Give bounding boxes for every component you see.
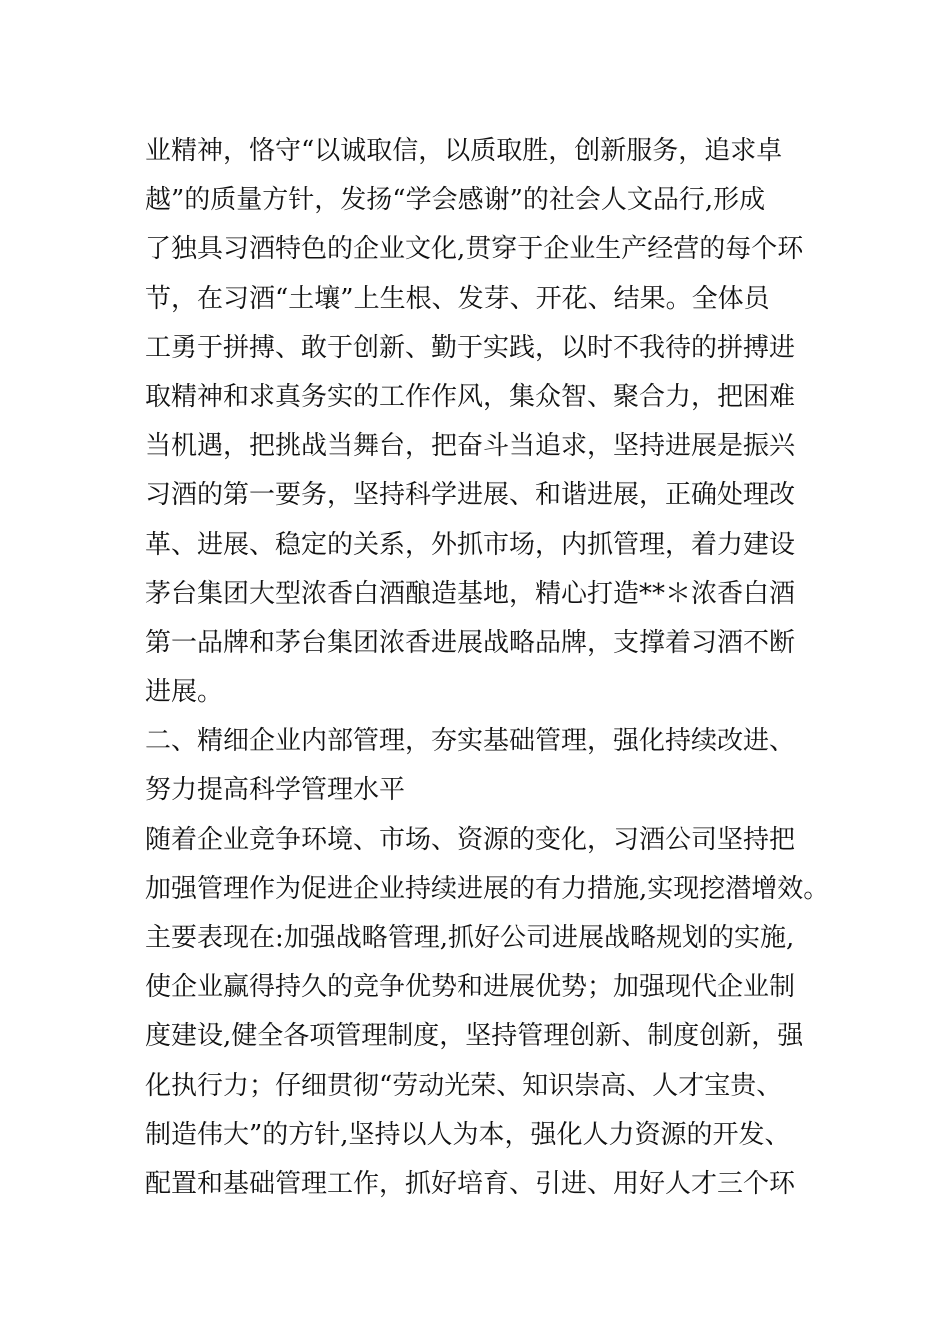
text-line: 度建设,健全各项管理制度，坚持管理创新、制度创新，强: [145, 1021, 804, 1052]
text-line: 取精神和求真务实的工作作风，集众智、聚合力，把困难: [145, 381, 796, 412]
text-line: 了独具习酒特色的企业文化,贯穿于企业生产经营的每个环: [145, 234, 804, 265]
text-line: 使企业赢得持久的竞争优势和进展优势；加强现代企业制: [145, 972, 796, 1003]
text-line: 加强管理作为促进企业持续进展的有力措施,实现挖潜增效。: [145, 873, 830, 904]
text-line: 主要表现在:加强战略管理,抓好公司进展战略规划的实施,: [145, 923, 795, 953]
text-line: 第一品牌和茅台集团浓香进展战略品牌，支撑着习酒不断: [145, 627, 796, 658]
text-line: 制造伟大”的方针,坚持以人为本，强化人力资源的开发、: [145, 1119, 791, 1150]
text-line: 节，在习酒“土壤”上生根、发芽、开花、结果。全体员: [145, 283, 770, 314]
section-heading-line: 二、精细企业内部管理，夯实基础管理，强化持续改进、: [145, 726, 796, 757]
text-line: 业精神，恪守“以诚取信，以质取胜，创新服务，追求卓: [145, 136, 783, 166]
text-line: 工勇于拼搏、敢于创新、勤于实践，以时不我待的拼搏进: [145, 332, 796, 363]
text-line: 越”的质量方针，发扬“学会感谢”的社会人文品行,形成: [145, 185, 766, 216]
text-line: 化执行力；仔细贯彻“劳动光荣、知识崇高、人才宝贵、: [145, 1070, 783, 1101]
text-line: 革、进展、稳定的关系，外抓市场，内抓管理，着力建设: [145, 529, 796, 560]
text-line: 随着企业竞争环境、市场、资源的变化，习酒公司坚持把: [145, 824, 796, 855]
text-line: 进展。: [145, 677, 224, 708]
text-line: 茅台集团大型浓香白酒酿造基地，精心打造**＊浓香白酒: [145, 578, 796, 609]
document-body: [145, 127, 845, 1209]
text-line: 配置和基础管理工作，抓好培育、引进、用好人才三个环: [145, 1168, 796, 1199]
text-line: 当机遇，把挑战当舞台，把奋斗当追求，坚持进展是振兴: [145, 431, 796, 462]
text-line: 习酒的第一要务，坚持科学进展、和谐进展，正确处理改: [145, 480, 796, 511]
section-heading-line: 努力提高科学管理水平: [145, 775, 406, 806]
